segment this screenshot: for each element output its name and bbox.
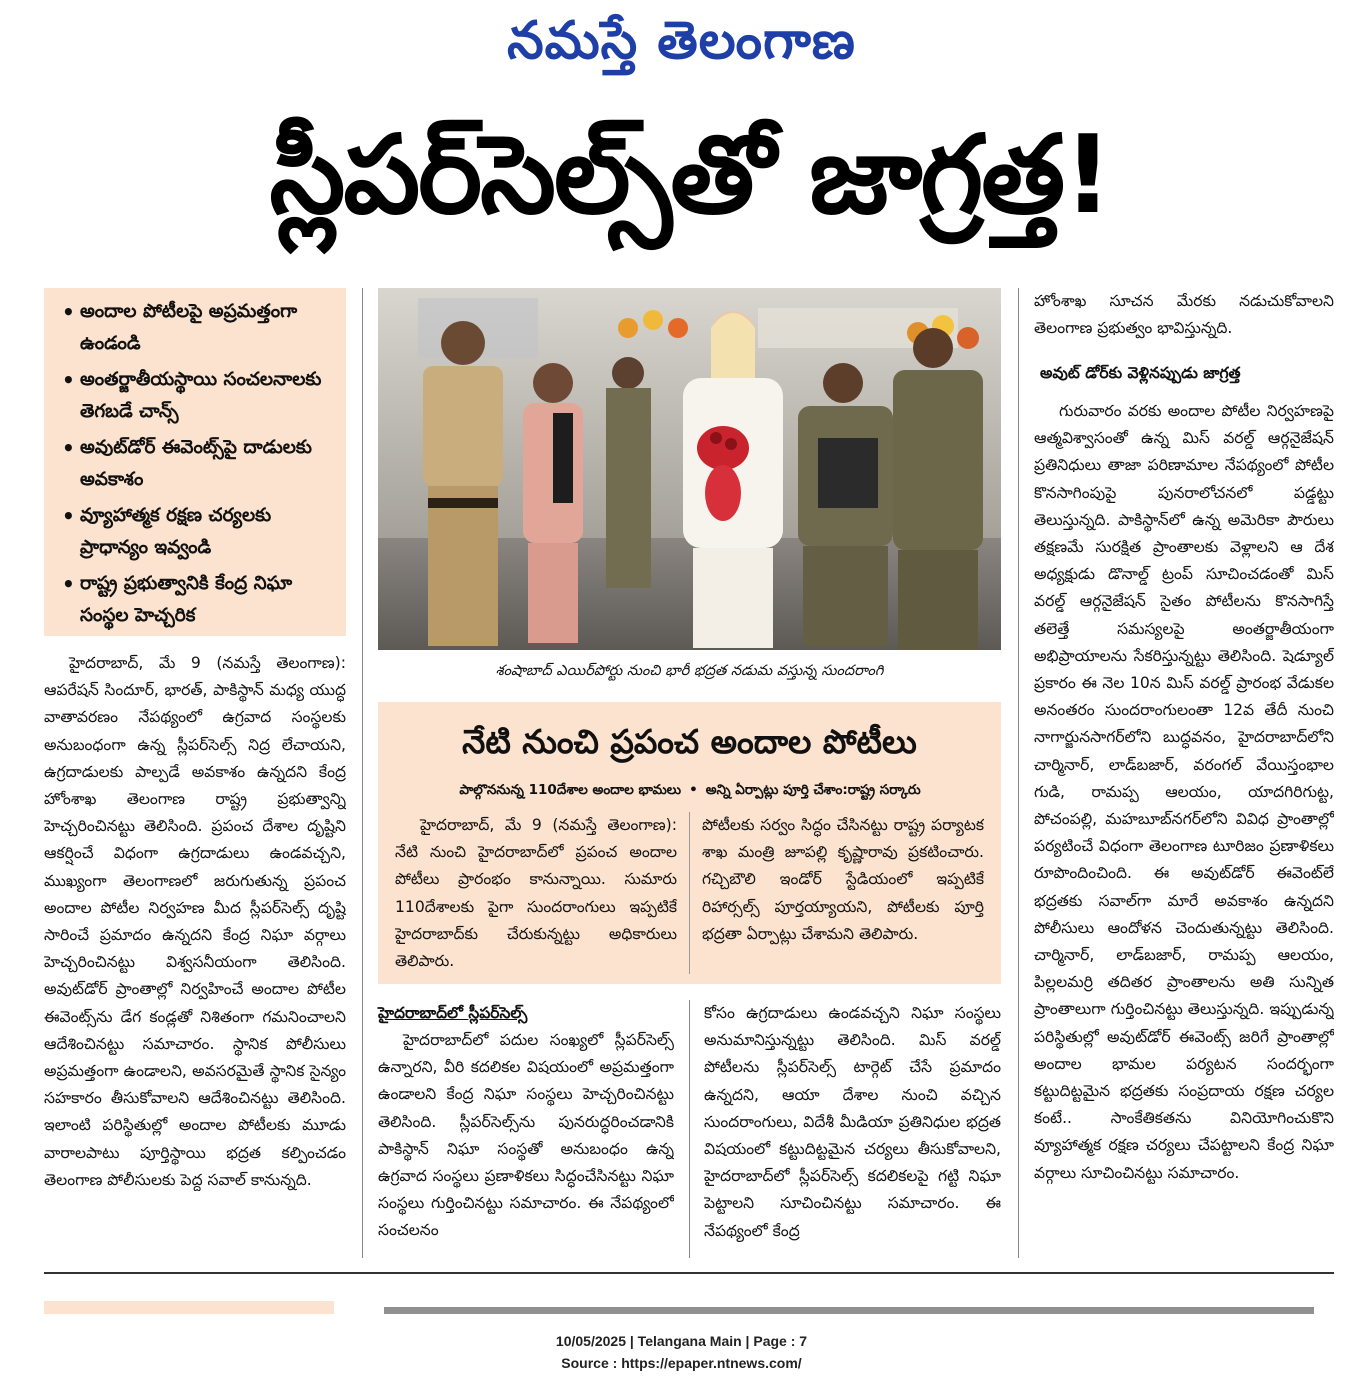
sub-story-col1 xyxy=(395,812,677,977)
right-column-body xyxy=(1034,398,1334,1258)
sub-story-paragraph: పోటీలకు సర్వం సిద్ధం చేసినట్టు రాష్ట్ర పర్యాటక శాఖ మంత్రి జూపల్లి కృష్ణారావు ప్రకటించారు. గచ్చిబౌలి ఇండోర్‌ స్టేడియంలో ఇప్పటికే రిహార్సల్స్‌ పూర్తయ్యాయని, పోటీలకు పూర్తి భద్రతా ఏర్పాట్లు చేశామని తెలిపారు. xyxy=(702,816,984,943)
column-divider xyxy=(1018,288,1019,1258)
sub-story-title: నేటి నుంచి ప్రపంచ అందాల పోటీలు xyxy=(462,722,917,761)
tagline-right: అన్ని ఏర్పాట్లు పూర్తి చేశాం:రాష్ట్ర సర్కారు xyxy=(705,782,921,798)
sub-story-divider xyxy=(689,812,690,974)
column-divider xyxy=(362,288,363,1258)
middle-col1 xyxy=(378,1027,674,1259)
next-article-strip xyxy=(44,1300,1334,1314)
column-divider xyxy=(689,1000,690,1258)
middle-paragraph: హైదరాబాద్‌లో పదుల సంఖ్యలో స్లీపర్‌సెల్స్‌ ఉన్నారని, వీరి కదలికల విషయంలో అప్రమత్తంగా ఉండాలని కేంద్ర నిఘా సంస్థలు హెచ్చరించినట్టు తెలిసింది. స్లీపర్‌సెల్స్‌ను పునరుద్ధరించడానికి పాకిస్థాన్‌ నిఘా సంస్థతో అనుబంధం ఉన్న ఉగ్రవాద సంస్థలు ప్రణాళికలు సిద్ధంచేసినట్టు నిఘా సంస్థలు గుర్తించినట్టు సమాచారం. ఈ నేపథ్యంలో సంచలనం xyxy=(378,1031,674,1240)
page-footer xyxy=(0,1330,1363,1374)
tagline-separator: • xyxy=(689,782,698,798)
main-headline: స్లీపర్‌సెల్స్‌తో జాగ్రత్త! xyxy=(269,113,1111,238)
middle-col2 xyxy=(704,1000,1001,1260)
page-rule xyxy=(44,1272,1334,1274)
masthead-logo: నమస్తే తెలంగాణ xyxy=(507,11,856,71)
section-heading-sleeper-cells: హైదరాబాద్‌లో స్లీపర్‌సెల్స్‌ xyxy=(378,1004,528,1022)
sub-story-col2 xyxy=(702,812,984,977)
left-column-text xyxy=(44,650,346,1260)
highlight-item: • అంతర్జాతీయస్థాయి సంచలనాలకు తెగబడే చాన్స్‌ xyxy=(58,364,336,428)
photo-caption: శంషాబాద్‌ ఎయిర్‌పోర్టు నుంచి భారీ భద్రత నడుమ వస్తున్న సుందరాంగి xyxy=(495,663,884,679)
news-photo xyxy=(378,288,1001,650)
highlight-item: • అందాల పోటీలపై అప్రమత్తంగా ఉండండి xyxy=(58,296,336,360)
highlight-item: • వ్యూహాత్మక రక్షణ చర్యలకు ప్రాధాన్యం ఇవ్వండి xyxy=(58,500,336,564)
right-column-intro xyxy=(1034,288,1334,344)
tagline-left: పాల్గొననున్న 110దేశాల అందాల భామలు xyxy=(459,782,682,798)
middle-paragraph: కోసం ఉగ్రదాడులు ఉండవచ్చని నిఘా సంస్థలు అనుమానిస్తున్నట్టు తెలిసింది. మిస్‌ వరల్డ్‌ పోటీలను స్లీపర్‌సెల్స్‌ టార్గెట్‌ చేసే ప్రమాదం ఉన్నదని, ఆయా దేశాల నుంచి వచ్చిన సుందరాంగులు, విదేశీ మీడియా ప్రతినిధుల భద్రత విషయంలో కట్టుదిట్టమైన చర్యలు తీసుకోవాలని, హైదరాబాద్‌లో స్లీపర్‌సెల్స్‌ కదలికలపై గట్టి నిఘా పెట్టాలని సూచించినట్టు సమాచారం. ఈ నేపథ్యంలో కేంద్ర xyxy=(704,1004,1001,1240)
highlight-item: • అవుట్‌డోర్‌ ఈవెంట్స్‌పై దాడులకు అవకాశం xyxy=(58,432,336,496)
right-intro-paragraph: హోంశాఖ సూచన మేరకు నడుచుకోవాలని తెలంగాణ ప్రభుత్వం భావిస్తున్నది. xyxy=(1034,292,1334,338)
footer-source-line: Source : https://epaper.ntnews.com/ xyxy=(561,1355,802,1371)
left-column-paragraph: హైదరాబాద్‌, మే 9 (నమస్తే తెలంగాణ): ఆపరేషన్‌ సిందూర్‌, భారత్‌, పాకిస్థాన్‌ మధ్య యుద్ధ వాతావరణం నేపథ్యంలో ఉగ్రవాద సంస్థలకు అనుబంధంగా ఉన్న స్లీపర్‌సెల్స్‌ నిద్ర లేచాయని, ఉగ్రదాడులకు పాల్పడే అవకాశం ఉన్నదని కేంద్ర హోంశాఖ తెలంగాణ రాష్ట్ర ప్రభుత్వాన్ని హెచ్చరించినట్టు తెలిసింది. ప్రపంచ దేశాల దృష్టిని ఆకర్షించే విధంగా ఉగ్రదాడులు ఉండవచ్చని, ముఖ్యంగా తెలంగాణలో జరుగుతున్న ప్రపంచ అందాల పోటీల నిర్వహణ మీద స్లీపర్‌సెల్స్‌ దృష్టి సారించే ప్రమాదం ఉన్నదని కేంద్ర నిఘా వర్గాలు హెచ్చరించినట్టు విశ్వసనీయంగా తెలిసింది. అవుట్‌డోర్‌ ప్రాంతాల్లో నిర్వహించే అందాల పోటీల ఈవెంట్స్‌ను డేగ కండ్లతో నిశితంగా గమనించాలని ఆదేశించినట్టు సమాచారం. స్థానిక పోలీసులు అప్రమత్తంగా ఉండాలని, అవసరమైతే స్థానిక సైన్యం సహకారం తీసుకోవాలని ఆదేశించినట్టు తెలిసింది. ఇలాంటి పరిస్థితుల్లో అందాల పోటీలకు మూడు వారాలపాటు పూర్తిస్థాయి భద్రత కల్పించడం తెలంగాణ పోలీసులకు పెద్ద సవాల్‌ కానున్నది. xyxy=(44,654,346,1189)
section-heading-outdoor: అవుట్‌ డోర్‌కు వెళ్లినప్పుడు జాగ్రత్త xyxy=(1040,364,1241,382)
footer-date-line: 10/05/2025 | Telangana Main | Page : 7 xyxy=(555,1333,808,1349)
highlight-item: • రాష్ట్ర ప్రభుత్వానికి కేంద్ర నిఘా సంస్థల హెచ్చరిక xyxy=(58,568,336,632)
highlights-box xyxy=(44,288,346,636)
right-body-paragraph: గురువారం వరకు అందాల పోటీల నిర్వహణపై ఆత్మవిశ్వాసంతో ఉన్న మిస్‌ వరల్డ్‌ ఆర్గనైజేషన్‌ ప్రతినిధులు తాజా పరిణామాల నేపథ్యంలో పోటీల కొనసాగింపుపై పునరాలోచనలో పడ్డట్టు తెలుస్తున్నది. పాకిస్థాన్‌లో ఉన్న అమెరికా పౌరులు తక్షణమే సురక్షిత ప్రాంతాలకు వెళ్లాలని ఆ దేశ అధ్యక్షుడు డొనాల్డ్‌ ట్రంప్‌ సూచించడంతో మిస్‌ వరల్డ్‌ ఆర్గనైజేషన్‌ సైతం పోటీలను కొనసాగిస్తే తలెత్తే సమస్యలపై అంతర్జాతీయంగా అభిప్రాయాలను సేకరిస్తున్నట్టు తెలిసింది. షెడ్యూల్‌ ప్రకారం ఈ నెల 10న మిస్‌ వరల్డ్‌ ప్రారంభ వేడుకల అనంతరం సుందరాంగులంతా 12వ తేదీ నుంచి నాగార్జునసాగర్‌లోని బుద్ధవనం, హైదరాబాద్‌లోని చార్మినార్‌, లాడ్‌బజార్‌, వరంగల్‌ వేయిస్తంభాల గుడి, రామప్ప ఆలయం, యాదగిరిగుట్ట, పోచంపల్లి, మహబూబ్‌నగర్‌లోని వివిధ ప్రాంతాల్లో పర్యటించే విధంగా తెలంగాణ టూరిజం ప్రణాళికలు రూపొందించింది. ఈ అవుట్‌డోర్‌ ఈవెంట్‌లే భద్రతకు సవాల్‌గా మారే అవకాశం ఉన్నదని పోలీసులు ఆందోళన చెందుతున్నట్టు తెలిసింది. చార్మినార్‌, లాడ్‌బజార్‌, రామప్ప ఆలయం, పిల్లలమర్రి తదితర ప్రాంతాలను అతి సున్నిత ప్రాంతాలుగా గుర్తించినట్టు తెలుస్తున్నది. ఇప్పుడున్న పరిస్థితుల్లో అవుట్‌డోర్‌ ఈవెంట్స్‌ జరిగే ప్రాంతాల్లో అందాల భామల పర్యటన సందర్భంగా కట్టుదిట్టమైన భద్రతకు సంప్రదాయ రక్షణ చర్యల కంటే.. సాంకేతికతను వినియోగించుకొని వ్యూహాత్మక రక్షణ చర్యలు చేపట్టాలని కేంద్ర నిఘా వర్గాలు సూచించినట్టు సమాచారం. xyxy=(1034,402,1334,1182)
sub-story-paragraph: హైదరాబాద్‌, మే 9 (నమస్తే తెలంగాణ): నేటి నుంచి హైదరాబాద్‌లో ప్రపంచ అందాల పోటీలు ప్రారంభం కానున్నాయి. సుమారు 110దేశాలకు పైగా సుందరాంగులు ఇప్పటికే హైదరాబాద్‌కు చేరుకున్నట్టు అధికారులు తెలిపారు. xyxy=(395,816,677,971)
sub-story-taglines xyxy=(395,777,985,803)
